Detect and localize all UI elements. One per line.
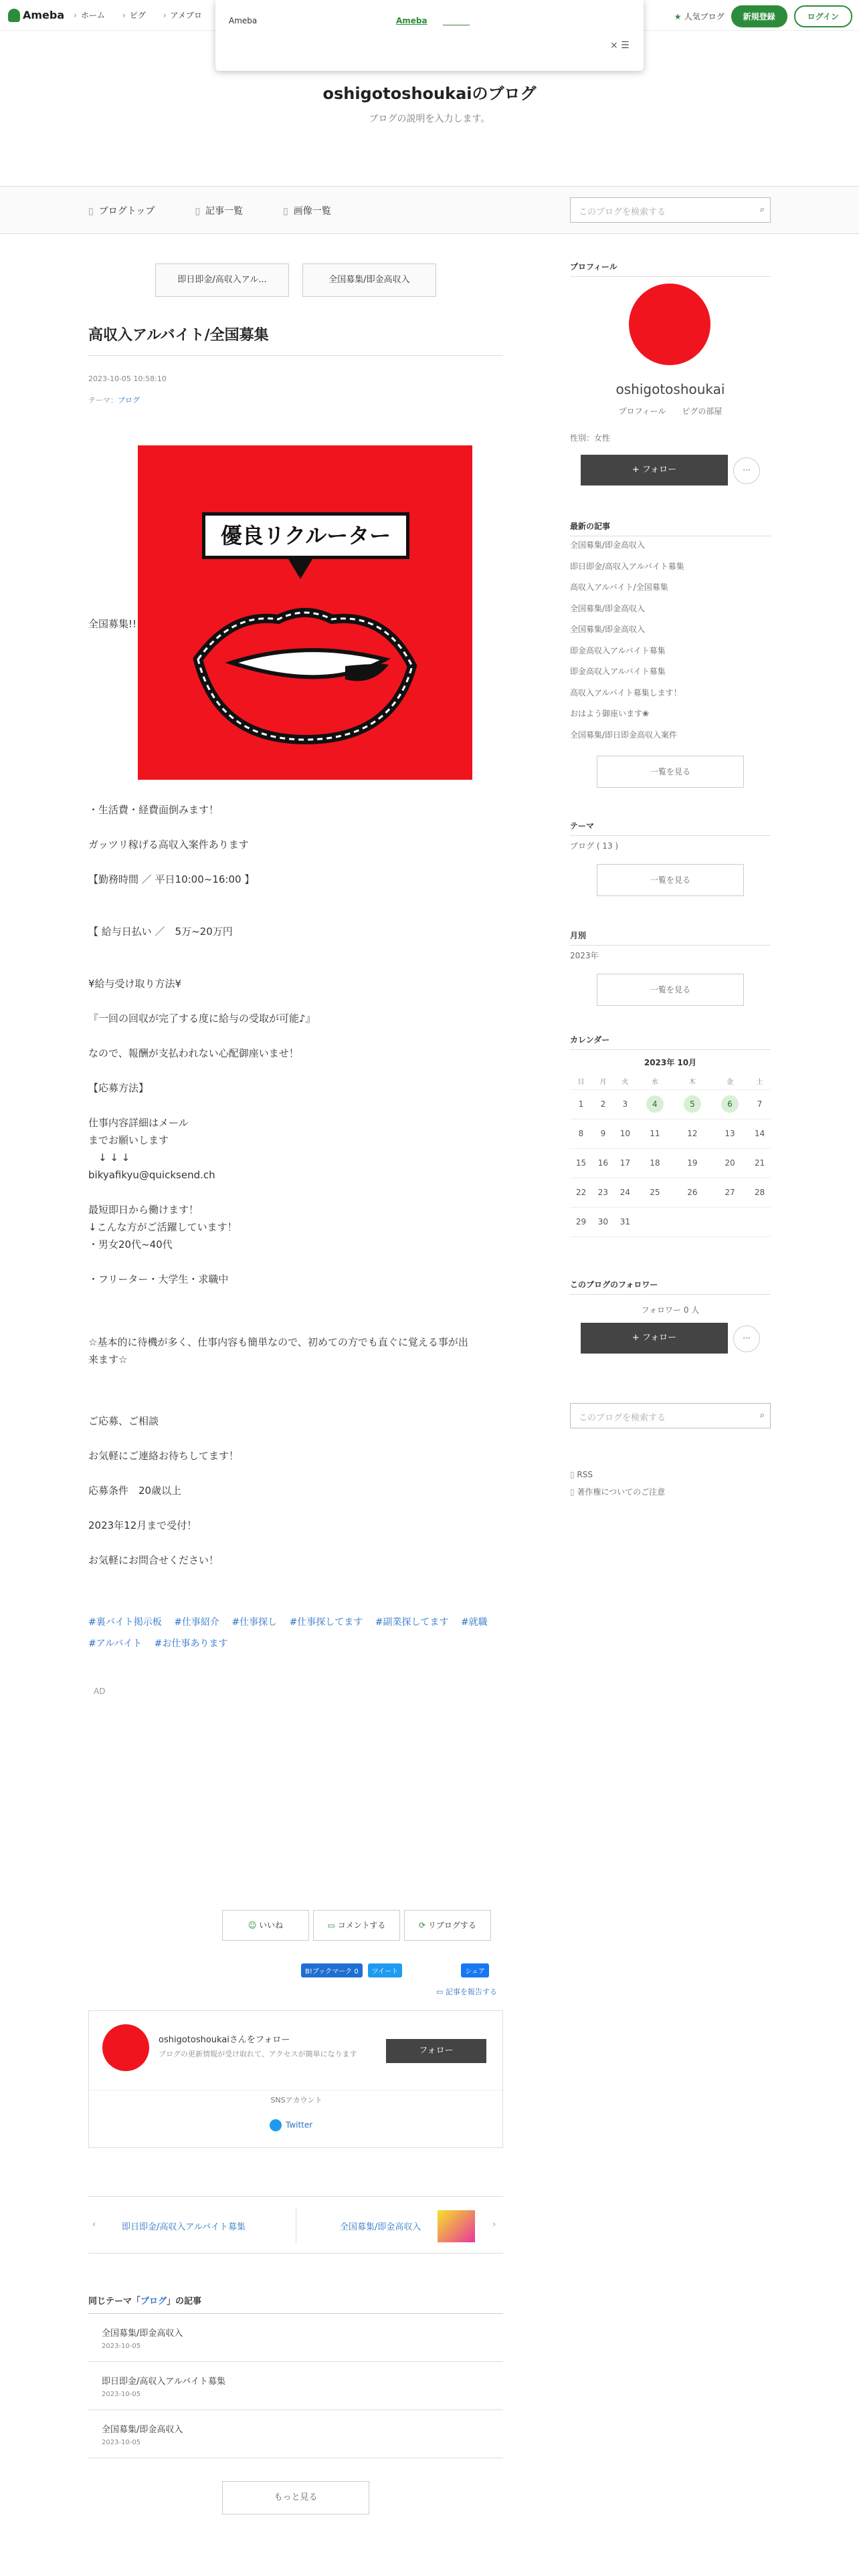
recent-entry-link[interactable]: 即金高収入アルバイト募集 <box>570 645 666 655</box>
next-entry-button[interactable]: 全国募集/即金高収入 <box>302 263 436 297</box>
article-body-line: 最短即日から働けます！ <box>88 1204 199 1216</box>
monthly-heading: 月別 <box>570 930 771 946</box>
calendar-day <box>636 1178 674 1207</box>
article-hero-image <box>138 445 472 780</box>
more-options-button[interactable]: ··· <box>733 457 760 484</box>
calendar-day <box>614 1148 636 1178</box>
calendar-day <box>592 1148 614 1178</box>
hashtag-link[interactable]: #仕事紹介 <box>174 1617 219 1628</box>
calendar-day <box>749 1178 771 1207</box>
recent-entry-link[interactable]: 全国募集/即金高収入 <box>570 625 646 634</box>
calendar-day-number: 25 <box>650 1188 660 1197</box>
calendar <box>570 1034 771 1237</box>
article-body-line: お気軽にご連絡お待ちしてます！ <box>88 1450 240 1462</box>
article-body-line: ご応募、ご相談 <box>88 1415 159 1427</box>
recent-entry-link[interactable]: 高収入アルバイト募集します！ <box>570 687 682 697</box>
calendar-day[interactable] <box>711 1089 749 1119</box>
article-body-line: ・男女20代~40代 <box>88 1239 173 1251</box>
hashtag-link[interactable]: #仕事探してます <box>289 1617 363 1628</box>
article-body-line: 来ます☆ <box>88 1354 128 1366</box>
blog-search-input[interactable]: このブログを検索する ⌕ <box>570 197 771 223</box>
follow-button[interactable]: フォロー <box>386 2039 486 2063</box>
calendar-day-number: 28 <box>754 1188 765 1197</box>
nav-pigg-link[interactable]: › ピグ <box>122 9 146 21</box>
top-right-actions <box>674 5 852 27</box>
followers-heading: このブログのフォロワー <box>570 1279 771 1295</box>
calendar-day-number: 20 <box>725 1158 735 1168</box>
calendar-day <box>674 1148 711 1178</box>
calendar-day-number: 11 <box>650 1129 660 1138</box>
article-body-line: ガッツリ稼げる高収入案件あります <box>88 839 249 851</box>
more-options-button-2[interactable]: ··· <box>733 1325 760 1352</box>
more-button[interactable]: もっと見る <box>222 2481 369 2514</box>
calendar-day <box>711 1207 749 1237</box>
calendar-day-number[interactable]: 5 <box>684 1095 701 1113</box>
article-body-line: ¥給与受け取り方法¥ <box>88 978 182 990</box>
recent-heading: 最新の記事 <box>570 520 771 536</box>
calendar-day <box>570 1089 592 1119</box>
theme-link[interactable]: ブログ <box>118 396 140 405</box>
calendar-day-number: 18 <box>650 1158 660 1168</box>
recent-entry-link[interactable]: 即日即金/高収入アルバイト募集 <box>570 561 684 571</box>
calendar-day-number: 29 <box>575 1217 587 1226</box>
nav-ameblo-link[interactable]: › アメブロ <box>163 9 202 21</box>
calendar-day-number: 24 <box>619 1188 630 1197</box>
article-body-line: ↓ ↓ ↓ <box>88 1152 130 1164</box>
recent-entry-link[interactable]: 全国募集/即金高収入 <box>570 540 646 550</box>
calendar-day-number: 31 <box>619 1217 630 1226</box>
popular-blog-link[interactable]: ★ 人気ブログ <box>674 11 725 22</box>
calendar-day-number: 13 <box>725 1129 735 1138</box>
calendar-weekday: 木 <box>674 1073 711 1089</box>
hashtag-link[interactable]: #裏バイト掲示板 <box>88 1617 162 1628</box>
calendar-day-number: 10 <box>619 1129 630 1138</box>
calendar-day-number: 15 <box>575 1158 587 1168</box>
calendar-day-number: 21 <box>754 1158 765 1168</box>
article-body-line: 【勤務時間 ／ 平日10:00~16:00 】 <box>88 873 255 885</box>
calendar-day-number: 17 <box>619 1158 630 1168</box>
article-body-line: bikyafikyu@quicksend.ch <box>88 1169 215 1181</box>
follow-card <box>88 2010 503 2148</box>
article-body-line: 【応募方法】 <box>88 1082 149 1094</box>
calendar-weekday: 火 <box>614 1073 636 1089</box>
calendar-table <box>570 1073 771 1237</box>
hashtag-link[interactable]: #就職 <box>460 1617 488 1628</box>
sidebar-search-input[interactable]: このブログを検索する ⌕ <box>570 1403 771 1428</box>
calendar-day-number: 9 <box>600 1129 606 1138</box>
twitter-link[interactable]: Twitter <box>270 2119 312 2131</box>
top-nav-links <box>74 9 219 21</box>
article-date: 2023-10-05 10:58:10 <box>88 374 167 383</box>
sidebar-follow-button[interactable]: + フォロー <box>581 455 728 486</box>
blog-title[interactable]: oshigotoshoukaiのブログ <box>322 84 537 103</box>
follow-card-name: oshigotoshoukaiさんをフォロー <box>159 2035 290 2045</box>
article-body-line: 応募条件 20歳以上 <box>88 1485 182 1497</box>
reblog-icon: ⟳ <box>419 1921 428 1930</box>
same-theme-entries <box>88 2294 503 2458</box>
calendar-day-number: 12 <box>687 1129 698 1138</box>
calendar-heading: カレンダー <box>570 1034 771 1050</box>
rss-icon: ▯ <box>570 1470 577 1479</box>
calendar-day-number: 8 <box>578 1129 584 1138</box>
same-theme-heading: 同じテーマ「ブログ」の記事 <box>88 2294 503 2314</box>
recent-entry-link[interactable]: 即金高収入アルバイト募集 <box>570 667 666 676</box>
calendar-day <box>711 1178 749 1207</box>
article-body-line: ☆基本的に待機が多く、仕事内容も簡単なので、初めての方でも直ぐに覚える事が出 <box>88 1336 468 1348</box>
register-button[interactable]: 新規登録 <box>731 5 787 27</box>
article-body-line: ・フリーター・大学生・求職中 <box>88 1273 229 1285</box>
calendar-day <box>614 1207 636 1237</box>
ameba-mark-icon <box>8 9 20 22</box>
calendar-day <box>749 1089 771 1119</box>
report-icon: ▭ <box>436 1988 446 1996</box>
comment-icon: ▭ <box>327 1921 338 1930</box>
blog-global-nav <box>0 186 859 234</box>
article-body-line: なので、報酬が支払われない心配御座いませ！ <box>88 1047 299 1059</box>
search-icon[interactable]: ⌕ <box>759 1410 765 1420</box>
article-body-line: ・生活費・経費面倒みます！ <box>88 804 219 816</box>
calendar-day[interactable] <box>674 1089 711 1119</box>
hatena-bookmark-button[interactable]: B!ブックマーク 0 <box>301 1963 363 1977</box>
article-body-line: 2023年12月まで受付！ <box>88 1519 197 1531</box>
calendar-day <box>592 1089 614 1119</box>
calendar-day <box>614 1089 636 1119</box>
search-icon[interactable]: ⌕ <box>759 205 765 215</box>
blog-description: ブログの説明を入力します。 <box>369 114 490 124</box>
followers-count[interactable]: フォロワー 0 人 <box>641 1305 700 1315</box>
calendar-weekday: 日 <box>570 1073 592 1089</box>
calendar-weekday: 月 <box>592 1073 614 1089</box>
calendar-day <box>570 1178 592 1207</box>
profile-heading: プロフィール <box>570 261 771 277</box>
popup-close-button[interactable]: × ☰ <box>610 40 630 51</box>
calendar-day <box>674 1178 711 1207</box>
top-popup-panel <box>215 0 644 71</box>
next-entry-thumbnail[interactable] <box>438 2210 475 2242</box>
profile-sex: 性別：女性 <box>570 433 611 443</box>
calendar-day-number: 3 <box>622 1099 628 1109</box>
adjacent-entries <box>88 2196 503 2254</box>
calendar-weekday: 土 <box>749 1073 771 1089</box>
hashtag-link[interactable]: #副業探してます <box>375 1617 449 1628</box>
calendar-day <box>674 1119 711 1148</box>
smile-icon: ☺ <box>248 1921 260 1930</box>
calendar-day <box>592 1119 614 1148</box>
hashtag-link[interactable]: #仕事探し <box>231 1617 278 1628</box>
calendar-weekday: 水 <box>636 1073 674 1089</box>
article-actions <box>222 1910 491 1941</box>
calendar-day <box>674 1207 711 1237</box>
hashtag-link[interactable]: #お仕事あります <box>154 1638 228 1649</box>
recent-entry-link[interactable]: 全国募集/即日即金高収入案件 <box>570 730 678 740</box>
article-theme: テーマ：ブログ <box>88 396 140 405</box>
calendar-day <box>570 1207 592 1237</box>
profile-links[interactable]: プロフィール ピグの部屋 <box>618 407 723 416</box>
calendar-day-number: 16 <box>597 1158 609 1168</box>
article-body-line: 仕事内容詳細はメール <box>88 1117 189 1129</box>
calendar-day-number: 2 <box>600 1099 606 1109</box>
calendar-day-number: 19 <box>687 1158 698 1168</box>
calendar-day-number: 22 <box>575 1188 587 1197</box>
rss-link[interactable]: ▯ RSS <box>570 1470 593 1479</box>
facebook-share-button[interactable]: シェア <box>461 1963 489 1977</box>
tweet-button[interactable]: ツイート <box>368 1963 403 1977</box>
calendar-day <box>636 1119 674 1148</box>
theme-heading: テーマ <box>570 820 771 836</box>
hashtag-link[interactable]: #アルバイト <box>88 1638 142 1649</box>
popup-label: Ameba <box>229 16 258 25</box>
calendar-day <box>592 1178 614 1207</box>
calendar-day <box>749 1148 771 1178</box>
nav-image-list[interactable]: ▯ 画像一覧 <box>283 204 331 217</box>
entry-pager <box>155 263 436 297</box>
recent-entry-link[interactable]: 全国募集/即金高収入 <box>570 603 646 613</box>
sidebar-footer-links <box>570 1466 665 1501</box>
share-buttons <box>301 1963 489 1977</box>
article-body-line: ↓こんな方がご活躍しています！ <box>88 1221 237 1233</box>
twitter-icon <box>270 2119 282 2131</box>
nav-home-link[interactable]: › ホーム <box>74 9 105 21</box>
article-title[interactable]: 高収入アルバイト/全国募集 <box>88 324 503 356</box>
lips-illustration <box>191 586 419 746</box>
theme-item-link[interactable]: ブログ ( 13 ) <box>570 841 619 851</box>
monthly-see-all-button[interactable]: 一覧を見る <box>597 974 744 1006</box>
ad-label: AD <box>94 1687 106 1696</box>
next-entry-link[interactable]: 全国募集/即金高収入 <box>340 2222 421 2232</box>
calendar-day <box>749 1119 771 1148</box>
calendar-day-number: 23 <box>597 1188 609 1197</box>
prev-entry-link[interactable]: 即日即金/高収入アルバイト募集 <box>122 2222 246 2232</box>
popup-link[interactable]: Ameba <box>396 16 427 25</box>
reblog-button[interactable]: ⟳ リブログする <box>404 1910 491 1941</box>
calendar-day-number: 1 <box>578 1099 584 1109</box>
blog-header <box>0 80 859 125</box>
calendar-day <box>749 1207 771 1237</box>
sns-heading: SNSアカウント <box>89 2090 504 2105</box>
calendar-day[interactable] <box>636 1089 674 1119</box>
recent-see-all-button[interactable]: 一覧を見る <box>597 756 744 788</box>
ameba-logo[interactable]: Ameba <box>8 9 64 22</box>
follow-card-subtext: ブログの更新情報が受け取れて、アクセスが簡単になります <box>159 2050 357 2058</box>
calendar-day-number: 30 <box>597 1217 609 1226</box>
calendar-day <box>636 1148 674 1178</box>
calendar-day <box>570 1119 592 1148</box>
calendar-month: 2023年 10月 <box>644 1058 697 1067</box>
calendar-day <box>614 1119 636 1148</box>
monthly-item-link[interactable]: 2023年 <box>570 951 599 960</box>
calendar-day <box>570 1148 592 1178</box>
calendar-day <box>636 1207 674 1237</box>
recent-entry-link[interactable]: 高収入アルバイト/全国募集 <box>570 582 668 592</box>
chevron-left-icon[interactable]: ‹ <box>92 2220 96 2230</box>
list-item[interactable]: 全国募集/即金高収入 2023-10-05 <box>88 2410 503 2458</box>
calendar-day-number: 27 <box>725 1188 735 1197</box>
calendar-day-number[interactable]: 6 <box>721 1095 739 1113</box>
avatar[interactable] <box>629 284 710 365</box>
chevron-right-icon[interactable]: › <box>492 2220 496 2230</box>
article-body-line: 【 給与日払い ／ 5万~20万円 <box>88 926 233 938</box>
nav-entry-list[interactable]: ▯ 記事一覧 <box>195 204 243 217</box>
nav-blog-top[interactable]: ▯ ブログトップ <box>88 204 155 217</box>
recent-entries <box>570 535 771 746</box>
article-body-line: お気軽にお問合せください！ <box>88 1554 219 1566</box>
calendar-day-number: 26 <box>687 1188 698 1197</box>
popup-underline <box>443 16 470 25</box>
calendar-day-number: 14 <box>754 1129 765 1138</box>
calendar-day <box>711 1148 749 1178</box>
hero-speech-bubble: 優良リクルーター <box>202 512 409 559</box>
copyright-icon: ▯ <box>570 1487 577 1497</box>
article-body-line: 『一回の回収が完了する度に給与の受取が可能♪』 <box>88 1012 316 1025</box>
like-button[interactable]: ☺ いいね <box>222 1910 309 1941</box>
report-article-link[interactable]: ▭ 記事を報告する <box>436 1988 497 1996</box>
prev-entry-button[interactable]: 即日即金/高収入アル... <box>155 263 289 297</box>
recent-entry-link[interactable]: おはよう御座います❀ <box>570 709 650 718</box>
calendar-weekday: 金 <box>711 1073 749 1089</box>
sidebar-follow-button-2[interactable]: + フォロー <box>581 1323 728 1354</box>
copyright-link[interactable]: ▯ 著作権についてのご注意 <box>570 1487 666 1497</box>
hashtag-list <box>88 1612 503 1654</box>
calendar-day-number: 7 <box>757 1099 763 1109</box>
article-body-line: までお願いします <box>88 1134 169 1146</box>
comment-button[interactable]: ▭ コメントする <box>313 1910 400 1941</box>
list-item[interactable]: 即日即金/高収入アルバイト募集 2023-10-05 <box>88 2362 503 2410</box>
list-item[interactable]: 全国募集/即金高収入 2023-10-05 <box>88 2314 503 2362</box>
calendar-day <box>614 1178 636 1207</box>
hero-bubble-tail <box>288 559 312 579</box>
calendar-day <box>592 1207 614 1237</box>
login-button[interactable]: ログイン <box>794 5 852 27</box>
theme-see-all-button[interactable]: 一覧を見る <box>597 864 744 896</box>
calendar-day-number[interactable]: 4 <box>646 1095 664 1113</box>
avatar[interactable] <box>102 2024 149 2071</box>
profile-name[interactable]: oshigotoshoukai <box>615 381 725 397</box>
calendar-day <box>711 1119 749 1148</box>
article-body-line: 全国募集!! <box>88 618 137 630</box>
